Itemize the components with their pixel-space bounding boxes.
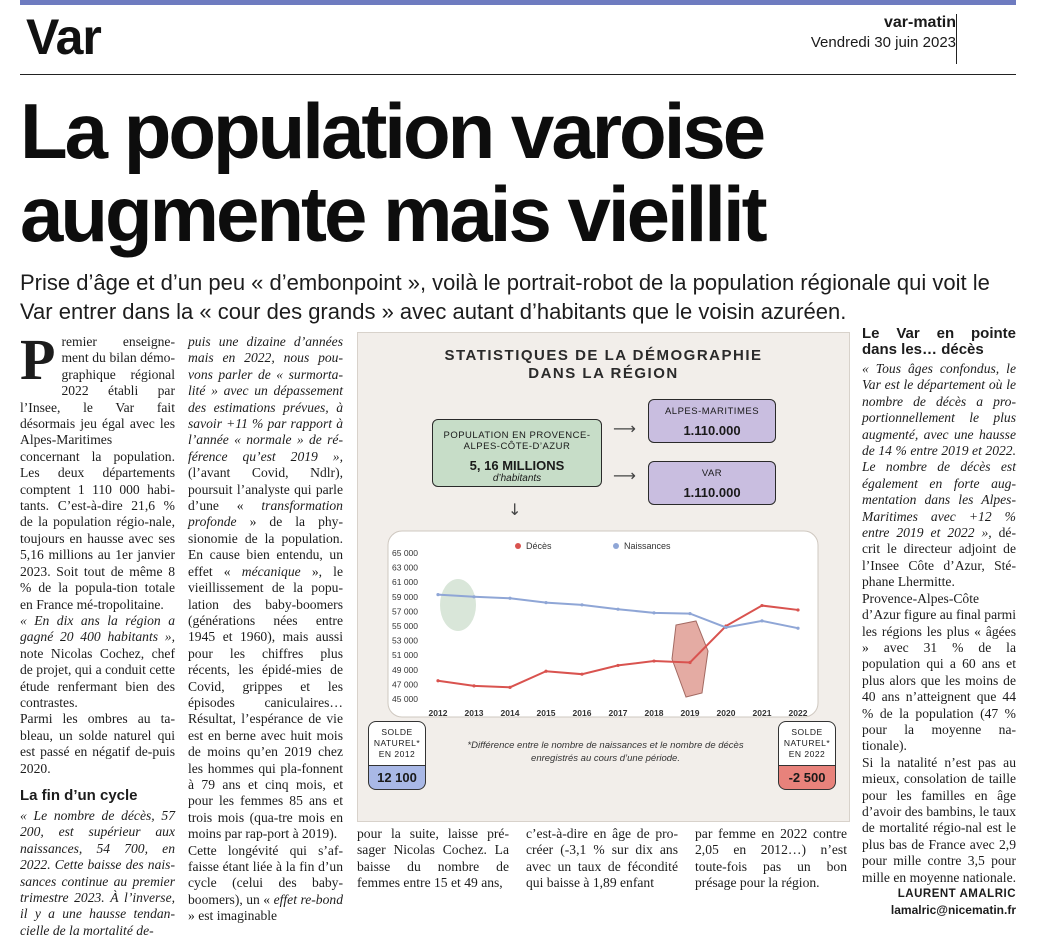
- y-tick-label: 57 000: [392, 606, 418, 617]
- x-tick-label: 2022: [788, 708, 808, 718]
- x-tick-label: 2016: [572, 708, 592, 718]
- paragraph-text: dé-crit le directeur adjoint de l’Insee Côte d’Azur, Sté-phane Lhermitte.: [862, 525, 1016, 590]
- arrow-right-icon: ⟶: [613, 419, 636, 438]
- x-tick-label: 2019: [680, 708, 700, 718]
- brand-divider: [956, 14, 957, 64]
- infographic-title-line: STATISTIQUES DE LA DÉMOGRAPHIE: [444, 347, 763, 364]
- quote: « En dix ans la région a gagné 20 400 habitants »,: [20, 612, 175, 645]
- lower-column-1: pour la suite, laisse pré-sager Nicolas Cochez. La baisse du nombre de femmes entre 15 et 49 ans,: [357, 826, 509, 891]
- am-label: ALPES-MARITIMES: [664, 406, 760, 417]
- subheading: La fin d’un cycle: [20, 786, 138, 804]
- y-tick-label: 63 000: [392, 562, 418, 573]
- y-tick-label: 65 000: [392, 548, 418, 558]
- data-point: [436, 593, 439, 596]
- masthead-brand: [811, 14, 956, 51]
- x-tick-label: 2017: [608, 708, 628, 718]
- paragraph: [188, 334, 343, 843]
- var-value: 1.110.000: [683, 485, 741, 500]
- x-tick-label: 2013: [464, 708, 484, 718]
- paragraph: [862, 361, 1016, 591]
- legend-swatch: [613, 543, 619, 549]
- paragraph-text: note Nicolas Cochez, chef de projet, qui a conduit cette étude renfermant bien des contrastes.: [20, 645, 175, 710]
- region-unit: d’habitants: [492, 473, 542, 484]
- sidebar-column: [862, 326, 1016, 918]
- lower-column-2: c’est-à-dire en âge de pro-créer (-3,1 % sur dix ans avec un taux de fécondité qui baisse à 1,89 enfant: [526, 826, 678, 891]
- solde-2012-card: [368, 721, 426, 790]
- y-tick-label: 59 000: [392, 591, 418, 602]
- author-byline: LAURENT AMALRIC: [897, 888, 1016, 900]
- headline: La population varoise augmente mais vieillit: [20, 87, 765, 258]
- y-tick-label: 55 000: [392, 621, 418, 631]
- lower-column-3: par femme en 2022 contre 2,05 en 2012…) n’est toute-fois pas un bon présage pour la région.: [695, 826, 847, 891]
- data-point: [544, 670, 547, 673]
- solde-2012-label: SOLDE NATUREL* EN 2012: [368, 721, 426, 766]
- arrow-right-icon: ⟶: [613, 466, 636, 485]
- paragraph: Si la natalité n’est pas au mieux, consolation de taille pour les familles en âge d’avoir des bambins, le taux de mortalité régio-nal est le plus bas de France avec 2,9 pour mille contre 3,5 pour mille en moyenne nationale.: [862, 754, 1017, 885]
- y-tick-label: 45 000: [392, 694, 418, 704]
- am-value: 1.110.000: [683, 423, 741, 438]
- article-column-2: [188, 334, 343, 925]
- paragraph-text: » de la phy-sionomie de la population. En cause bien entendu, un effet «: [188, 514, 343, 579]
- solde-2022-value: -2 500: [778, 766, 836, 790]
- legend-label: Décès: [526, 541, 552, 551]
- data-point: [544, 601, 547, 604]
- data-point: [472, 684, 475, 687]
- data-point: [652, 659, 655, 662]
- legend-swatch: [515, 543, 521, 549]
- data-point: [724, 626, 727, 629]
- data-point: [508, 597, 511, 600]
- drop-cap: P: [20, 327, 56, 392]
- footprint-icon: [440, 579, 476, 631]
- x-tick-label: 2014: [500, 708, 520, 718]
- issue-date: Vendredi 30 juin 2023: [810, 34, 956, 51]
- section-title: Var: [26, 9, 101, 65]
- y-tick-label: 47 000: [392, 679, 418, 690]
- solde-2012-value: 12 100: [368, 766, 426, 790]
- top-color-bar: [20, 0, 1016, 5]
- solde-2022-label: SOLDE NATUREL* EN 2022: [778, 721, 836, 766]
- quote: mécanique: [230, 563, 301, 579]
- data-point: [616, 664, 619, 667]
- data-point: [616, 608, 619, 611]
- quote: transformation profonde: [188, 498, 343, 530]
- data-point: [760, 604, 763, 607]
- paragraph-text: remier enseigne-ment du bilan démo-graphique régional 2022 établi par l’Insee, le Var fait désormais jeu égal avec les Alpes-Maritimes concernant la population. Les deux départements comptent 1 110 000 habi-tants. C’est-à-dire 21,6 % de la population régio-nale, toujours en hausse avec ses 5,16 millions au 1er janvier 2023. Soit tout de même 8 % de la popula-tion totale en France mé-tropolitaine.: [20, 334, 175, 612]
- data-point: [508, 686, 511, 689]
- standfirst: Prise d’âge et d’un peu « d’embonpoint », voilà le portrait-robot de la population régionale qui voit le Var entrer dans la « cour des grands » avec autant d’habitants que le voisin azuréen.: [20, 270, 990, 324]
- legend-label: Naissances: [624, 541, 671, 551]
- article-column-1: [20, 327, 175, 939]
- paragraph: [20, 613, 175, 711]
- paragraph-text: Cette longévité qui s’af-faisse étant liée à la fin d’un cycle (celui des baby-boomers), un «: [188, 842, 343, 907]
- y-tick-label: 61 000: [392, 577, 418, 588]
- data-point: [580, 673, 583, 676]
- region-label: POPULATION EN PROVENCE-ALPES-CÔTE-D’AZUR: [443, 430, 591, 452]
- paragraph: [20, 808, 175, 939]
- region-value: 5, 16 MILLIONS: [469, 458, 565, 473]
- infographic: [357, 332, 850, 822]
- data-point: [436, 679, 439, 682]
- y-tick-label: 53 000: [392, 635, 418, 646]
- data-point: [688, 661, 691, 664]
- quote: effet re-bond: [270, 891, 343, 907]
- paragraph: Parmi les ombres au ta-bleau, un solde naturel qui est passé en négatif de-puis 2020.: [20, 711, 175, 776]
- y-tick-label: 51 000: [392, 650, 418, 661]
- solde-2022-card: [778, 721, 836, 790]
- paragraph: Provence-Alpes-Côte d’Azur figure au final parmi les régions les plus « âgées » avec 31 % de la population qui a 60 ans et plus alors que les moins de 40 ans n’atteignent que 44 % de la population (47 % pour la moyenne na-tionale).: [862, 590, 1016, 754]
- data-point: [688, 612, 691, 615]
- brand-name: var-matin: [883, 14, 956, 31]
- quote: puis une dizaine d’années mais en 2022, nous pou-vons parler de « surmorta-lité » avec un dépassement des estimations prévues, à savoir +11 % par rapport à l’année « normale » de ré-férence qu’est 2019 »,: [188, 334, 343, 464]
- quote: « Le nombre de décès, 57 200, est supérieur aux naissances, 54 700, en 2022. Cette baisse des nais-sances continue au premier trimestre 2023. À l’inverse, il y a une hausse tendan-cielle de la mortalité de-: [20, 807, 175, 938]
- sidebar-heading: Le Var en pointe dans les… décès: [862, 325, 1016, 358]
- data-point: [472, 595, 475, 598]
- x-tick-label: 2012: [428, 708, 448, 718]
- paragraph-text: » est imaginable: [188, 908, 278, 924]
- x-tick-label: 2015: [536, 708, 556, 718]
- y-tick-label: 49 000: [392, 664, 418, 675]
- data-point: [796, 608, 799, 611]
- header-rule: [20, 74, 1016, 75]
- data-point: [652, 611, 655, 614]
- paragraph-text: (l’avant Covid, Ndlr), poursuit l’analyste qui parle d’une «: [188, 465, 343, 514]
- paragraph-text: », le vieillissement de la popu-lation des baby-boomers (générations nées entre 1945 et 1960), mais aussi pour les chiffres plus récents, les épidé-mies de Covid, grippes et les épisodes caniculaires… Résultat, l’espérance de vie est en berne avec huit mois de moins qu’en 2019 chez les hommes qui pla-fonnent à 79 ans et cinq mois, et pour les femmes 85 ans et trois mois (qua-tre mois en moins par rap-port à 2019).: [188, 563, 343, 842]
- x-tick-label: 2020: [716, 708, 736, 718]
- data-point: [796, 627, 799, 630]
- x-tick-label: 2021: [752, 708, 772, 718]
- author-email[interactable]: lamalric@nicematin.fr: [890, 903, 1016, 917]
- paragraph: [188, 843, 343, 925]
- x-tick-label: 2018: [644, 708, 664, 718]
- var-label: VAR: [701, 468, 723, 479]
- data-point: [580, 603, 583, 606]
- infographic-title-line: DANS LA RÉGION: [528, 365, 679, 382]
- footnote: *Différence entre le nombre de naissances et le nombre de décès enregistrés au cours d’une période.: [467, 740, 744, 764]
- data-point: [760, 619, 763, 622]
- demography-chart: [358, 333, 851, 733]
- quote: « Tous âges confondus, le Var est le département où le nombre de décès a pro-portionnellement le plus augmenté, avec une hausse de 14 % entre 2019 et 2022. Le nombre de décès est également en forte aug-mentation dans les Alpes-Maritimes avec +12 % entre 2019 et 2022 »,: [862, 361, 1016, 541]
- arrow-down-icon: ↓: [508, 500, 522, 519]
- paragraph: [20, 327, 175, 613]
